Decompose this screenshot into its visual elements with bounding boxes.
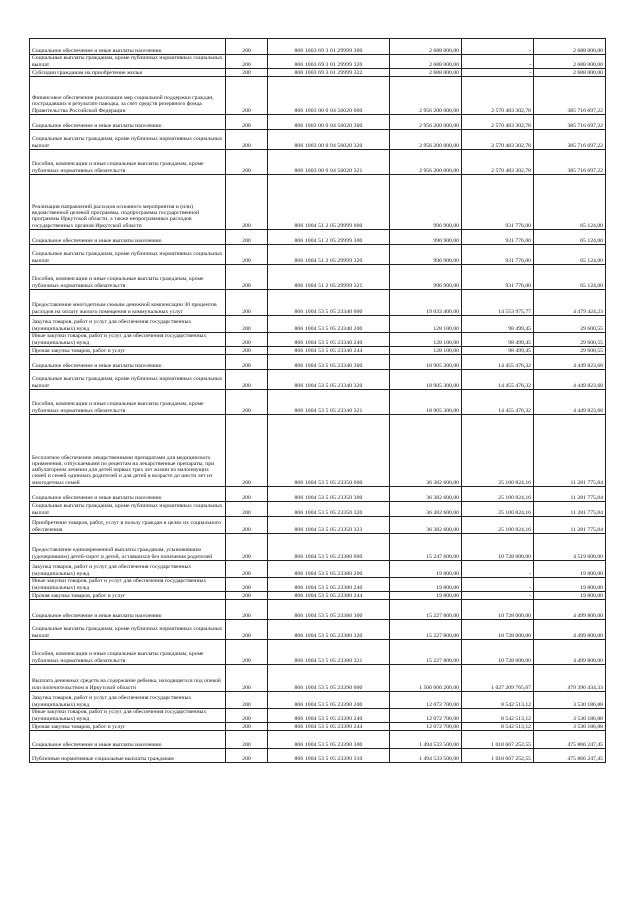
row-kbk-cell: 806 1004 53 5 05 23390 200 — [268, 692, 390, 709]
budget-table-body — [30, 39, 606, 763]
row-executed-cell: 98 499,45 — [462, 316, 534, 333]
row-remaining-cell: 2 688 000,00 — [534, 55, 606, 69]
row-budget-cell: 18 905 300,00 — [390, 390, 462, 415]
row-budget-cell: 2 956 200 000,00 — [390, 115, 462, 130]
row-executed-cell: 10 728 000,00 — [462, 600, 534, 620]
row-remaining-cell: 4 499 800,00 — [534, 640, 606, 665]
row-kbk-cell: 806 1004 53 5 05 23340 240 — [268, 333, 390, 347]
row-budget-cell: 18 905 300,00 — [390, 370, 462, 390]
row-code-cell: 200 — [226, 390, 268, 415]
row-code-cell: 200 — [226, 230, 268, 245]
row-name-cell: Публичные нормативные социальные выплаты гражданам — [30, 749, 226, 763]
table-row — [30, 502, 606, 517]
row-kbk-cell: 806 1004 53 5 05 23380 320 — [268, 620, 390, 640]
row-name-cell: Реализация направлений расходов основного мероприятия и (или) ведомственной целевой программы, подпрограммы государственной программы Иркутской области, а также непрограммных расходов государственных органов Иркутской области — [30, 175, 226, 230]
row-code-cell: 200 — [226, 290, 268, 316]
row-code-cell: 200 — [226, 370, 268, 390]
row-executed-cell: 25 100 824,16 — [462, 415, 534, 487]
row-name-cell: Приобретение товаров, работ, услуг в пользу граждан в целях их социального обеспечения — [30, 517, 226, 534]
row-remaining-cell: 4 449 823,68 — [534, 355, 606, 370]
table-row — [30, 347, 606, 355]
row-executed-cell: 98 499,45 — [462, 333, 534, 347]
row-name-cell: Пособия, компенсации и иные социальные выплаты гражданам, кроме публичных нормативных обязательств — [30, 390, 226, 415]
row-name-cell: Прочая закупка товаров, работ и услуг — [30, 347, 226, 355]
row-remaining-cell: 65 124,00 — [534, 230, 606, 245]
row-budget-cell: 36 382 600,00 — [390, 415, 462, 487]
row-code-cell: 200 — [226, 709, 268, 723]
row-executed-cell: 98 499,45 — [462, 347, 534, 355]
row-name-cell: Предоставление единовременной выплаты гражданам, усыновившим (удочерившим) детей-сирот и детей, оставшихся без попечения родителей — [30, 534, 226, 561]
row-budget-cell: 2 956 200 000,00 — [390, 150, 462, 175]
row-kbk-cell: 806 1003 00 0 04 56020 320 — [268, 130, 390, 150]
row-executed-cell: 2 570 483 302,78 — [462, 150, 534, 175]
row-budget-cell: 996 900,00 — [390, 265, 462, 290]
row-executed-cell: 25 100 824,16 — [462, 517, 534, 534]
row-code-cell: 200 — [226, 333, 268, 347]
table-row — [30, 370, 606, 390]
row-budget-cell: 19 800,00 — [390, 578, 462, 592]
row-executed-cell: - — [462, 592, 534, 600]
row-remaining-cell: 65 124,00 — [534, 245, 606, 265]
row-remaining-cell: 3 530 186,88 — [534, 709, 606, 723]
row-name-cell: Выплата денежных средств на содержание ребенка, находящегося под опекой или попечительством в Иркутской области — [30, 665, 226, 692]
row-name-cell: Социальное обеспечение и иные выплаты населению — [30, 39, 226, 55]
row-remaining-cell: 4 479 424,23 — [534, 290, 606, 316]
table-row — [30, 290, 606, 316]
row-executed-cell: 25 100 824,16 — [462, 487, 534, 502]
row-code-cell: 200 — [226, 115, 268, 130]
row-name-cell: Пособия, компенсации и иные социальные выплаты гражданам, кроме публичных нормативных обязательств — [30, 150, 226, 175]
row-remaining-cell: 11 281 775,84 — [534, 502, 606, 517]
row-name-cell: Закупка товаров, работ и услуг для обеспечения государственных (муниципальных) нужд — [30, 692, 226, 709]
row-kbk-cell: 806 1004 53 5 05 23380 321 — [268, 640, 390, 665]
row-remaining-cell: 11 281 775,84 — [534, 487, 606, 502]
row-kbk-cell: 806 1004 53 5 05 23340 320 — [268, 370, 390, 390]
table-row — [30, 723, 606, 731]
row-remaining-cell: 385 716 697,22 — [534, 150, 606, 175]
row-name-cell: Прочая закупка товаров, работ и услуг — [30, 592, 226, 600]
table-row — [30, 534, 606, 561]
row-kbk-cell: 806 1004 51 2 05 29999 320 — [268, 245, 390, 265]
row-name-cell: Социальное обеспечение и иные выплаты населению — [30, 115, 226, 130]
table-row — [30, 517, 606, 534]
table-row — [30, 150, 606, 175]
row-executed-cell: 2 570 483 302,78 — [462, 115, 534, 130]
row-budget-cell: 1 506 606 200,00 — [390, 665, 462, 692]
row-name-cell: Бесплатное обеспечение лекарственными препаратами для медицинского применения, отпускаемыми по рецептам на лекарственные препараты, при амбулаторном лечении для детей первых трех лет жизни из малоимущих семей и семей одиноких родителей и для детей в возрасте до шести лет из многодетных семей — [30, 415, 226, 487]
row-remaining-cell: 29 600,55 — [534, 316, 606, 333]
row-kbk-cell: 806 1004 53 5 05 23340 321 — [268, 390, 390, 415]
row-code-cell: 200 — [226, 316, 268, 333]
table-row — [30, 709, 606, 723]
row-executed-cell: 14 455 476,32 — [462, 370, 534, 390]
row-budget-cell: 36 382 600,00 — [390, 517, 462, 534]
row-budget-cell: 128 100,00 — [390, 333, 462, 347]
row-code-cell: 200 — [226, 69, 268, 77]
table-row — [30, 692, 606, 709]
row-remaining-cell: 65 124,00 — [534, 265, 606, 290]
row-kbk-cell: 806 1004 53 5 05 23390 240 — [268, 709, 390, 723]
row-executed-cell: - — [462, 561, 534, 578]
row-code-cell: 200 — [226, 502, 268, 517]
row-name-cell: Иные закупки товаров, работ и услуг для обеспечения государственных (муниципальных) нужд — [30, 709, 226, 723]
table-row — [30, 355, 606, 370]
row-kbk-cell: 806 1004 53 5 05 23340 000 — [268, 290, 390, 316]
row-code-cell: 200 — [226, 692, 268, 709]
row-remaining-cell: 475 866 247,45 — [534, 731, 606, 749]
row-kbk-cell: 806 1004 53 5 05 23390 000 — [268, 665, 390, 692]
row-budget-cell: 18 905 300,00 — [390, 355, 462, 370]
row-remaining-cell: 4 519 600,00 — [534, 534, 606, 561]
row-kbk-cell: 806 1004 53 5 05 23350 000 — [268, 415, 390, 487]
row-kbk-cell: 806 1004 53 5 05 23380 200 — [268, 561, 390, 578]
row-remaining-cell: 19 800,00 — [534, 561, 606, 578]
row-code-cell: 200 — [226, 640, 268, 665]
row-executed-cell: 10 728 000,00 — [462, 640, 534, 665]
row-name-cell: Закупка товаров, работ и услуг для обеспечения государственных (муниципальных) нужд — [30, 561, 226, 578]
table-row — [30, 39, 606, 55]
row-executed-cell: 1 018 667 252,55 — [462, 749, 534, 763]
row-kbk-cell: 806 1003 69 3 01 29999 320 — [268, 55, 390, 69]
row-code-cell: 200 — [226, 749, 268, 763]
row-budget-cell: 2 688 000,00 — [390, 39, 462, 55]
row-budget-cell: 12 072 700,00 — [390, 723, 462, 731]
row-kbk-cell: 806 1003 69 3 01 29999 322 — [268, 69, 390, 77]
row-code-cell: 200 — [226, 175, 268, 230]
row-kbk-cell: 806 1003 00 0 04 56020 321 — [268, 150, 390, 175]
row-kbk-cell: 806 1003 69 3 01 29999 300 — [268, 39, 390, 55]
budget-table — [29, 38, 606, 763]
row-executed-cell: 14 455 476,32 — [462, 390, 534, 415]
row-remaining-cell: 385 716 697,22 — [534, 130, 606, 150]
row-name-cell: Закупка товаров, работ и услуг для обеспечения государственных (муниципальных) нужд — [30, 316, 226, 333]
table-row — [30, 230, 606, 245]
row-name-cell: Социальные выплаты гражданам, кроме публичных нормативных социальных выплат — [30, 620, 226, 640]
row-executed-cell: - — [462, 578, 534, 592]
row-remaining-cell: 385 716 697,22 — [534, 115, 606, 130]
table-row — [30, 578, 606, 592]
row-budget-cell: 2 956 200 000,00 — [390, 77, 462, 115]
row-executed-cell: - — [462, 55, 534, 69]
row-executed-cell: 14 553 975,77 — [462, 290, 534, 316]
row-kbk-cell: 806 1004 53 5 05 23350 323 — [268, 517, 390, 534]
table-row — [30, 316, 606, 333]
row-executed-cell: 10 728 000,00 — [462, 534, 534, 561]
row-remaining-cell: 19 800,00 — [534, 592, 606, 600]
row-remaining-cell: 3 530 186,88 — [534, 692, 606, 709]
row-executed-cell: 931 776,00 — [462, 265, 534, 290]
row-name-cell: Социальное обеспечение и иные выплаты населению — [30, 600, 226, 620]
row-name-cell: Субсидии гражданам на приобретение жилья — [30, 69, 226, 77]
row-name-cell: Прочая закупка товаров, работ и услуг — [30, 723, 226, 731]
table-row — [30, 561, 606, 578]
row-remaining-cell: 29 600,55 — [534, 333, 606, 347]
row-name-cell: Предоставление многодетным семьям денежной компенсации 30 процентов расходов на оплату жилого помещения и коммунальных услуг — [30, 290, 226, 316]
row-executed-cell: 25 100 824,16 — [462, 502, 534, 517]
row-name-cell: Социальные выплаты гражданам, кроме публичных нормативных социальных выплат — [30, 55, 226, 69]
row-budget-cell: 12 072 700,00 — [390, 692, 462, 709]
row-code-cell: 200 — [226, 150, 268, 175]
row-remaining-cell: 29 600,55 — [534, 347, 606, 355]
row-name-cell: Социальные выплаты гражданам, кроме публичных нормативных социальных выплат — [30, 370, 226, 390]
row-budget-cell: 1 494 533 500,00 — [390, 749, 462, 763]
table-row — [30, 600, 606, 620]
row-name-cell: Социальные выплаты гражданам, кроме публичных нормативных социальных выплат — [30, 130, 226, 150]
row-remaining-cell: 19 800,00 — [534, 578, 606, 592]
row-budget-cell: 15 247 600,00 — [390, 534, 462, 561]
row-budget-cell: 19 800,00 — [390, 561, 462, 578]
row-code-cell: 200 — [226, 245, 268, 265]
row-name-cell: Социальное обеспечение и иные выплаты населению — [30, 230, 226, 245]
row-remaining-cell: 385 716 697,22 — [534, 77, 606, 115]
row-code-cell: 200 — [226, 517, 268, 534]
row-kbk-cell: 806 1004 53 5 05 23350 320 — [268, 502, 390, 517]
row-executed-cell: - — [462, 39, 534, 55]
row-code-cell: 200 — [226, 39, 268, 55]
row-code-cell: 200 — [226, 592, 268, 600]
table-row — [30, 333, 606, 347]
row-code-cell: 200 — [226, 415, 268, 487]
table-row — [30, 620, 606, 640]
row-executed-cell: 931 776,00 — [462, 175, 534, 230]
row-kbk-cell: 806 1004 53 5 05 23340 244 — [268, 347, 390, 355]
row-executed-cell: 931 776,00 — [462, 245, 534, 265]
row-executed-cell: - — [462, 69, 534, 77]
row-code-cell: 200 — [226, 265, 268, 290]
row-kbk-cell: 806 1003 00 0 04 56020 300 — [268, 115, 390, 130]
table-row — [30, 665, 606, 692]
row-name-cell: Социальное обеспечение и иные выплаты населению — [30, 731, 226, 749]
row-code-cell: 200 — [226, 665, 268, 692]
table-row — [30, 640, 606, 665]
row-code-cell: 200 — [226, 534, 268, 561]
table-row — [30, 592, 606, 600]
row-budget-cell: 996 900,00 — [390, 175, 462, 230]
row-executed-cell: 10 728 000,00 — [462, 620, 534, 640]
row-name-cell: Пособия, компенсации и иные социальные выплаты гражданам, кроме публичных нормативных обязательств — [30, 640, 226, 665]
row-remaining-cell: 65 124,00 — [534, 175, 606, 230]
row-code-cell: 200 — [226, 731, 268, 749]
row-budget-cell: 996 900,00 — [390, 230, 462, 245]
table-row — [30, 390, 606, 415]
row-budget-cell: 128 100,00 — [390, 316, 462, 333]
row-remaining-cell: 11 281 775,84 — [534, 415, 606, 487]
row-name-cell: Социальные выплаты гражданам, кроме публичных нормативных социальных выплат — [30, 502, 226, 517]
row-budget-cell: 2 688 000,00 — [390, 55, 462, 69]
row-remaining-cell: 2 688 000,00 — [534, 39, 606, 55]
row-remaining-cell: 475 866 247,45 — [534, 749, 606, 763]
table-row — [30, 175, 606, 230]
table-row — [30, 749, 606, 763]
row-budget-cell: 19 800,00 — [390, 592, 462, 600]
row-name-cell: Пособия, компенсации и иные социальные выплаты гражданам, кроме публичных нормативных обязательств — [30, 265, 226, 290]
row-code-cell: 200 — [226, 347, 268, 355]
row-kbk-cell: 806 1004 53 5 05 23380 240 — [268, 578, 390, 592]
row-name-cell: Социальные выплаты гражданам, кроме публичных нормативных социальных выплат — [30, 245, 226, 265]
row-remaining-cell: 4 499 800,00 — [534, 600, 606, 620]
row-kbk-cell: 806 1004 53 5 05 23380 244 — [268, 592, 390, 600]
row-kbk-cell: 806 1004 53 5 05 23390 310 — [268, 749, 390, 763]
table-row — [30, 130, 606, 150]
row-remaining-cell: 3 530 186,88 — [534, 723, 606, 731]
row-executed-cell: 2 570 483 302,78 — [462, 130, 534, 150]
row-executed-cell: 931 776,00 — [462, 230, 534, 245]
row-budget-cell: 2 956 200 000,00 — [390, 130, 462, 150]
table-row — [30, 115, 606, 130]
row-kbk-cell: 806 1004 53 5 05 23380 000 — [268, 534, 390, 561]
row-kbk-cell: 806 1004 51 2 05 29999 000 — [268, 175, 390, 230]
row-kbk-cell: 806 1004 53 5 05 23380 300 — [268, 600, 390, 620]
row-budget-cell: 128 100,00 — [390, 347, 462, 355]
row-executed-cell: 8 542 513,12 — [462, 692, 534, 709]
row-executed-cell: 8 542 513,12 — [462, 723, 534, 731]
row-executed-cell: 14 455 476,32 — [462, 355, 534, 370]
row-name-cell: Иные закупки товаров, работ и услуг для обеспечения государственных (муниципальных) нужд — [30, 333, 226, 347]
row-code-cell: 200 — [226, 578, 268, 592]
row-code-cell: 200 — [226, 561, 268, 578]
row-kbk-cell: 806 1004 53 5 05 23350 300 — [268, 487, 390, 502]
table-row — [30, 487, 606, 502]
row-code-cell: 200 — [226, 600, 268, 620]
table-row — [30, 77, 606, 115]
row-budget-cell: 15 227 800,00 — [390, 600, 462, 620]
table-row — [30, 415, 606, 487]
row-kbk-cell: 806 1004 53 5 05 23340 300 — [268, 355, 390, 370]
row-kbk-cell: 806 1004 51 2 05 29999 321 — [268, 265, 390, 290]
row-executed-cell: 1 018 667 252,55 — [462, 731, 534, 749]
budget-execution-sheet — [29, 38, 605, 763]
row-code-cell: 200 — [226, 355, 268, 370]
row-kbk-cell: 806 1004 53 5 05 23340 200 — [268, 316, 390, 333]
row-budget-cell: 996 900,00 — [390, 245, 462, 265]
row-executed-cell: 8 542 513,12 — [462, 709, 534, 723]
row-executed-cell: 1 027 209 765,67 — [462, 665, 534, 692]
row-name-cell: Социальное обеспечение и иные выплаты населению — [30, 355, 226, 370]
row-remaining-cell: 479 396 434,33 — [534, 665, 606, 692]
row-kbk-cell: 806 1004 53 5 05 23390 300 — [268, 731, 390, 749]
row-remaining-cell: 11 281 775,84 — [534, 517, 606, 534]
table-row — [30, 265, 606, 290]
row-kbk-cell: 806 1003 00 0 04 56020 000 — [268, 77, 390, 115]
row-remaining-cell: 4 449 823,68 — [534, 390, 606, 415]
row-remaining-cell: 4 499 800,00 — [534, 620, 606, 640]
row-budget-cell: 19 033 400,00 — [390, 290, 462, 316]
row-name-cell: Социальное обеспечение и иные выплаты населению — [30, 487, 226, 502]
row-code-cell: 200 — [226, 620, 268, 640]
row-code-cell: 200 — [226, 723, 268, 731]
row-remaining-cell: 2 688 000,00 — [534, 69, 606, 77]
row-code-cell: 200 — [226, 77, 268, 115]
row-name-cell: Финансовое обеспечение реализации мер социальной поддержки граждан, пострадавших в результате паводка, за счет средств резервного фонда Правительства Российской Федерации — [30, 77, 226, 115]
row-budget-cell: 12 072 700,00 — [390, 709, 462, 723]
row-kbk-cell: 806 1004 51 2 05 29999 300 — [268, 230, 390, 245]
row-budget-cell: 36 382 600,00 — [390, 502, 462, 517]
row-code-cell: 200 — [226, 487, 268, 502]
row-remaining-cell: 4 449 823,68 — [534, 370, 606, 390]
row-code-cell: 200 — [226, 130, 268, 150]
row-budget-cell: 2 688 000,00 — [390, 69, 462, 77]
table-row — [30, 731, 606, 749]
row-budget-cell: 15 227 800,00 — [390, 620, 462, 640]
row-budget-cell: 36 382 600,00 — [390, 487, 462, 502]
table-row — [30, 245, 606, 265]
row-name-cell: Иные закупки товаров, работ и услуг для обеспечения государственных (муниципальных) нужд — [30, 578, 226, 592]
table-row — [30, 69, 606, 77]
row-budget-cell: 1 494 533 500,00 — [390, 731, 462, 749]
row-budget-cell: 15 227 800,00 — [390, 640, 462, 665]
row-code-cell: 200 — [226, 55, 268, 69]
row-executed-cell: 2 570 483 302,78 — [462, 77, 534, 115]
table-row — [30, 55, 606, 69]
row-kbk-cell: 806 1004 53 5 05 23390 244 — [268, 723, 390, 731]
